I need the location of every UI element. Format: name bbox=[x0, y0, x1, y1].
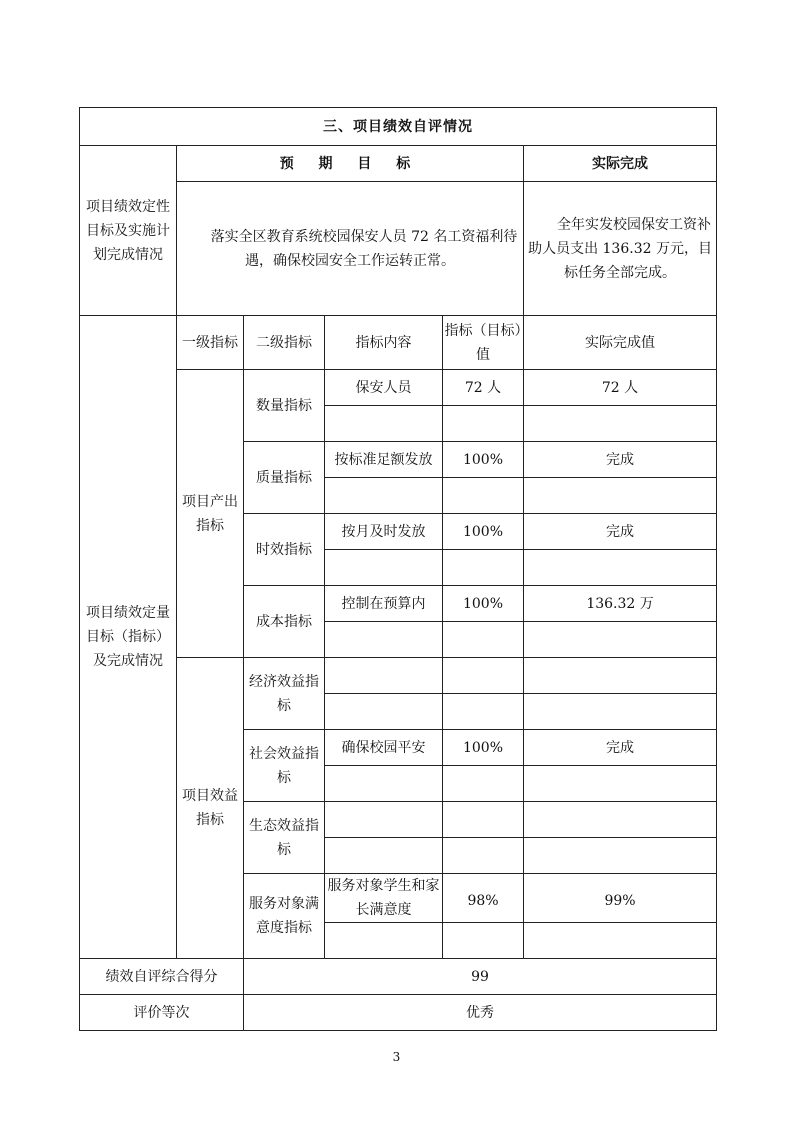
actual-completion-header: 实际完成 bbox=[524, 146, 717, 182]
actual-completion-text: 全年实发校园保安工资补助人员支出 136.32 万元，目标任务全部完成。 bbox=[524, 182, 717, 316]
section-title: 三、项目绩效自评情况 bbox=[80, 108, 717, 146]
indicator-actual: 99% bbox=[524, 874, 717, 923]
indicator-actual: 完成 bbox=[524, 442, 717, 478]
indicator-content bbox=[325, 658, 443, 694]
indicator-actual bbox=[524, 802, 717, 838]
empty-cell bbox=[524, 622, 717, 658]
indicator-name: 服务对象满意度指标 bbox=[244, 874, 325, 959]
indicator-name: 质量指标 bbox=[244, 442, 325, 514]
indicator-name: 时效指标 bbox=[244, 514, 325, 586]
header-level2: 二级指标 bbox=[244, 316, 325, 370]
empty-cell bbox=[443, 478, 524, 514]
grade-value: 优秀 bbox=[244, 995, 717, 1031]
empty-cell bbox=[524, 838, 717, 874]
quantitative-label: 项目绩效定量目标（指标）及完成情况 bbox=[80, 316, 177, 959]
empty-cell bbox=[524, 766, 717, 802]
grade-label: 评价等次 bbox=[80, 995, 244, 1031]
indicator-target: 100% bbox=[443, 586, 524, 622]
indicator-content bbox=[325, 802, 443, 838]
indicator-target: 72 人 bbox=[443, 370, 524, 406]
indicator-content: 按标准足额发放 bbox=[325, 442, 443, 478]
indicator-name: 经济效益指标 bbox=[244, 658, 325, 730]
header-target: 指标（目标）值 bbox=[443, 316, 524, 370]
empty-cell bbox=[325, 923, 443, 959]
header-content: 指标内容 bbox=[325, 316, 443, 370]
indicator-target: 100% bbox=[443, 442, 524, 478]
empty-cell bbox=[443, 550, 524, 586]
indicator-content: 控制在预算内 bbox=[325, 586, 443, 622]
indicator-target: 100% bbox=[443, 730, 524, 766]
header-actual: 实际完成值 bbox=[524, 316, 717, 370]
empty-cell bbox=[443, 838, 524, 874]
indicator-content: 按月及时发放 bbox=[325, 514, 443, 550]
empty-cell bbox=[443, 923, 524, 959]
empty-cell bbox=[524, 478, 717, 514]
score-label: 绩效自评综合得分 bbox=[80, 959, 244, 995]
indicator-actual: 完成 bbox=[524, 514, 717, 550]
indicator-name: 数量指标 bbox=[244, 370, 325, 442]
empty-cell bbox=[325, 478, 443, 514]
empty-cell bbox=[325, 766, 443, 802]
empty-cell bbox=[443, 622, 524, 658]
empty-cell bbox=[325, 622, 443, 658]
indicator-name: 成本指标 bbox=[244, 586, 325, 658]
empty-cell bbox=[325, 550, 443, 586]
empty-cell bbox=[443, 694, 524, 730]
expected-goal-text: 落实全区教育系统校园保安人员 72 名工资福利待遇，确保校园安全工作运转正常。 bbox=[177, 182, 524, 316]
indicator-name: 社会效益指标 bbox=[244, 730, 325, 802]
indicator-content: 服务对象学生和家长满意度 bbox=[325, 874, 443, 923]
indicator-target bbox=[443, 802, 524, 838]
empty-cell bbox=[325, 694, 443, 730]
empty-cell bbox=[325, 838, 443, 874]
empty-cell bbox=[524, 406, 717, 442]
indicator-actual bbox=[524, 658, 717, 694]
indicator-actual: 136.32 万 bbox=[524, 586, 717, 622]
indicator-target: 98% bbox=[443, 874, 524, 923]
empty-cell bbox=[524, 923, 717, 959]
indicator-actual: 完成 bbox=[524, 730, 717, 766]
header-level1: 一级指标 bbox=[177, 316, 244, 370]
empty-cell bbox=[524, 694, 717, 730]
indicator-actual: 72 人 bbox=[524, 370, 717, 406]
indicator-content: 保安人员 bbox=[325, 370, 443, 406]
output-indicator-label: 项目产出指标 bbox=[177, 370, 244, 658]
performance-table bbox=[79, 107, 717, 1031]
indicator-name: 生态效益指标 bbox=[244, 802, 325, 874]
page-number: 3 bbox=[392, 1050, 401, 1064]
score-value: 99 bbox=[244, 959, 717, 995]
empty-cell bbox=[443, 406, 524, 442]
indicator-target: 100% bbox=[443, 514, 524, 550]
indicator-content: 确保校园平安 bbox=[325, 730, 443, 766]
empty-cell bbox=[524, 550, 717, 586]
empty-cell bbox=[443, 766, 524, 802]
indicator-target bbox=[443, 658, 524, 694]
empty-cell bbox=[325, 406, 443, 442]
benefit-indicator-label: 项目效益指标 bbox=[177, 658, 244, 959]
expected-goal-header: 预 期 目 标 bbox=[177, 146, 524, 182]
qualitative-label: 项目绩效定性目标及实施计划完成情况 bbox=[80, 146, 177, 316]
